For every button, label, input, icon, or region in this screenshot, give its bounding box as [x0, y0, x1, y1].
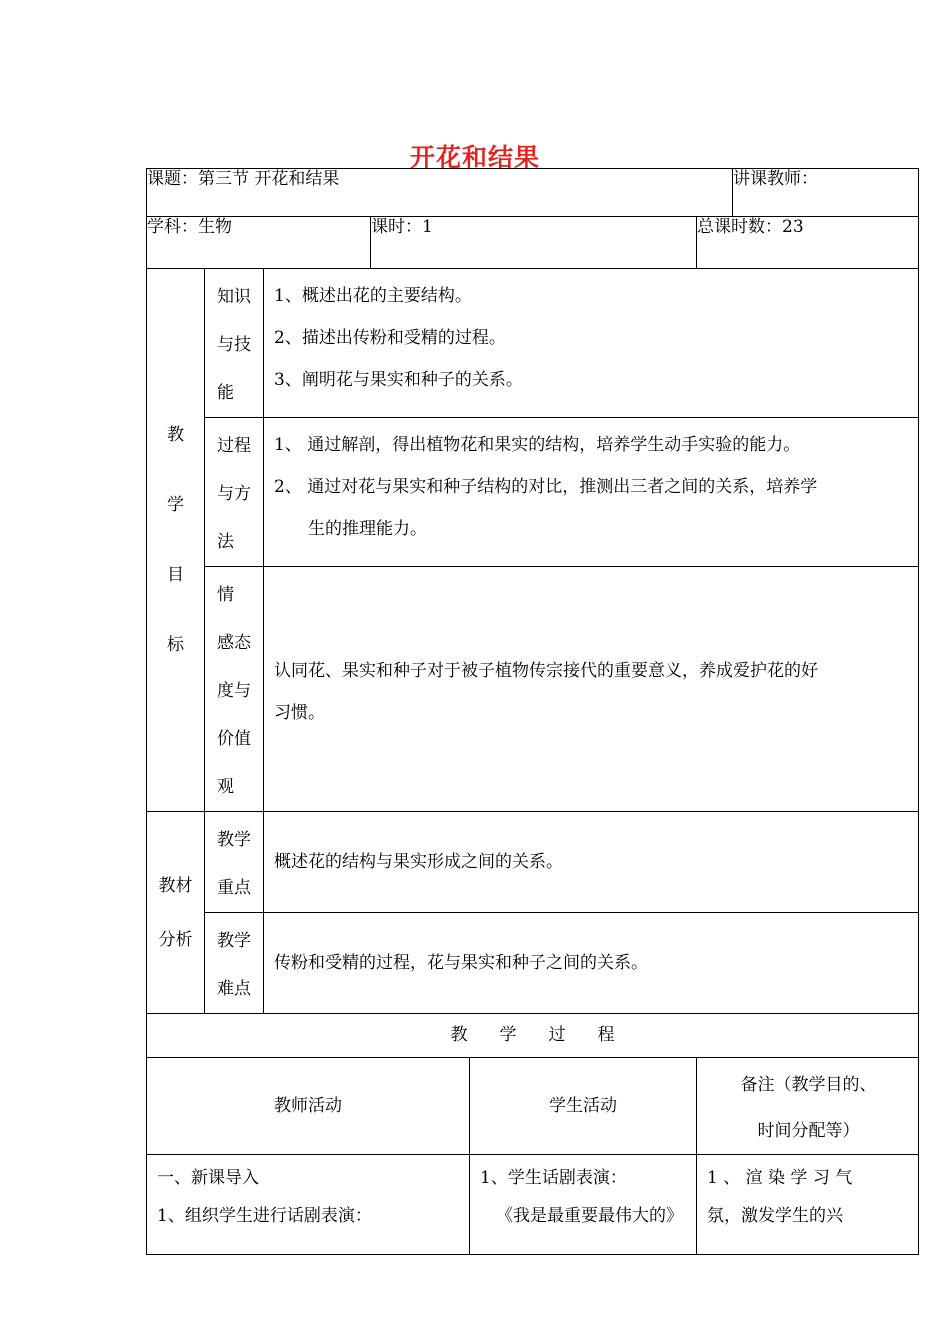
process-header: 教 学 过 程 [147, 1014, 919, 1058]
student-activity-header: 学生活动 [470, 1058, 697, 1155]
teacher-cell: 讲课教师： [733, 169, 919, 217]
notes-header: 备注（教学目的、 时间分配等） [697, 1058, 919, 1155]
student-activity-cell: 1、学生话剧表演： 《我是最重要最伟大的》 [470, 1155, 697, 1255]
process-content: 1、 通过解剖，得出植物花和果实的结构，培养学生动手实验的能力。 2、 通过对花与果实和种子结构的对比，推测出三者之间的关系，培养学 生的推理能力。 [264, 418, 919, 567]
hours-cell: 课时：1 [371, 217, 697, 269]
analysis-focus-row [147, 812, 919, 913]
knowledge-content: 1、概述出花的主要结构。 2、描述出传粉和受精的过程。 3、阐明花与果实和种子的关系。 [264, 269, 919, 418]
objective-knowledge-row [147, 269, 919, 418]
objective-emotion-row [147, 567, 919, 812]
header-row-subject [147, 217, 919, 269]
teacher-activity-cell: 一、新课导入 1、组织学生进行话剧表演： [147, 1155, 470, 1255]
teacher-activity-header: 教师活动 [147, 1058, 470, 1155]
subject-cell: 学科：生物 [147, 217, 371, 269]
objectives-label: 教 学 目 标 [147, 269, 205, 812]
lesson-plan-table [146, 168, 919, 1255]
page-title: 开花和结果 [409, 143, 540, 172]
difficulty-label: 教学 难点 [205, 913, 264, 1014]
total-hours-cell: 总课时数：23 [697, 217, 919, 269]
notes-cell: 1 、 渲 染 学 习 气 氛，激发学生的兴 [697, 1155, 919, 1255]
column-header-row [147, 1058, 919, 1155]
emotion-label: 情 感态 度与 价值 观 [205, 567, 264, 812]
focus-label: 教学 重点 [205, 812, 264, 913]
objective-process-row [147, 418, 919, 567]
header-row-topic [147, 169, 919, 217]
difficulty-content: 传粉和受精的过程，花与果实和种子之间的关系。 [264, 913, 919, 1014]
activity-row [147, 1155, 919, 1255]
focus-content: 概述花的结构与果实形成之间的关系。 [264, 812, 919, 913]
analysis-label: 教材 分析 [147, 812, 205, 1014]
knowledge-label: 知识 与技 能 [205, 269, 264, 418]
process-header-row [147, 1014, 919, 1058]
analysis-difficulty-row [147, 913, 919, 1014]
topic-cell: 课题：第三节 开花和结果 [147, 169, 733, 217]
process-label: 过程 与方 法 [205, 418, 264, 567]
emotion-content: 认同花、果实和种子对于被子植物传宗接代的重要意义，养成爱护花的好 习惯。 [264, 567, 919, 812]
